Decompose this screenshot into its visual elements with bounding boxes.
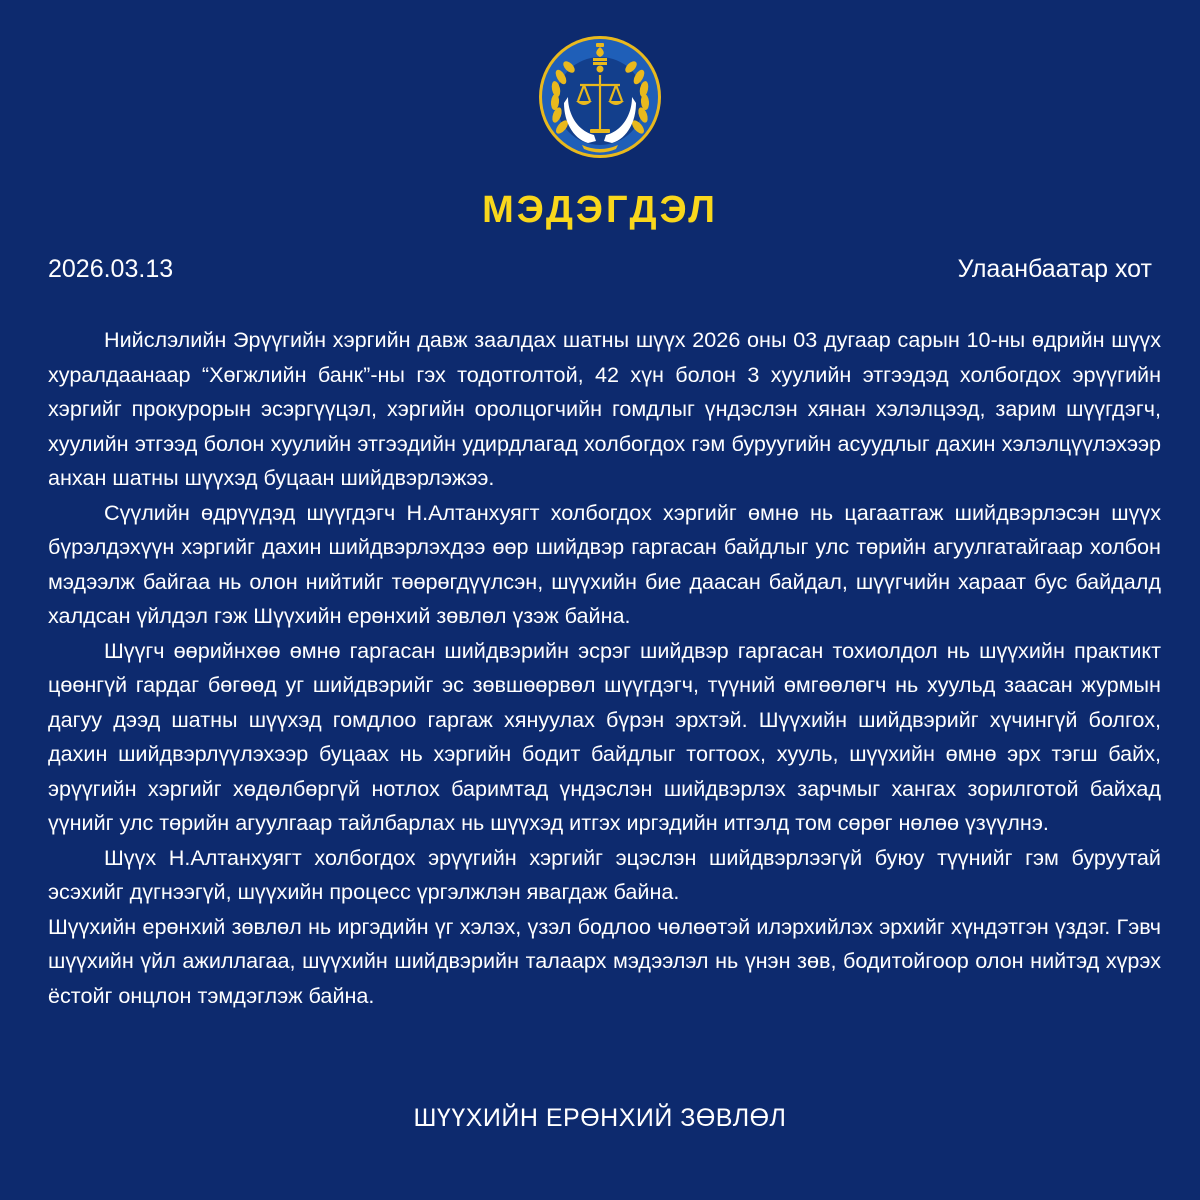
notice-paragraph: Шүүгч өөрийнхөө өмнө гаргасан шийдвэрийн эсрэг шийдвэр гаргасан тохиолдол нь шүүхийн практикт цөөнгүй гардаг бөгөөд уг шийдвэрийг эс зөвшөөрвөл шүүгдэгч, түүний өмгөөлөгч нь хуульд заасан журмын дагуу дээд шатны шүүхэд гомдлоо гаргаж хянуулах бүрэн эрхтэй. Шүүхийн шийдвэрийг хүчингүй болгох, дахин шийдвэрлүүлэхээр буцаах нь хэргийн бодит байдлыг тогтоох, хууль, шүүхийн өмнө эрх тэгш байх, эрүүгийн хэргийг хөдөлбөргүй нотлох баримтад үндэслэн шийдвэрлэх зарчмыг хангах зорилготой байхад үүнийг улс төрийн агуулгаар тайлбарлах нь шүүхэд итгэх иргэдийн итгэлд том сөрөг нөлөө үзүүлнэ. xyxy=(48,637,1161,835)
notice-paragraph: Шүүх Н.Алтанхуягт холбогдох эрүүгийн хэргийг эцэслэн шийдвэрлээгүй буюу түүнийг гэм буруутай эсэхийг дүгнээгүй, шүүхийн процесс үргэлжлэн явагдаж байна. xyxy=(48,844,1161,904)
notice-paragraph: Сүүлийн өдрүүдэд шүүгдэгч Н.Алтанхуягт холбогдох хэргийг өмнө нь цагаатгаж шийдвэрлэсэн шүүх бүрэлдэхүүн хэргийг дахин шийдвэрлэхдээ өөр шийдвэр гаргасан байдлыг улс төрийн агуулгатайгаар холбон мэдээлж байгаа нь олон нийтийг төөрөгдүүлсэн, шүүхийн бие даасан байдал, шүүгчийн хараат бус байдалд халдсан үйлдэл гэж Шүүхийн ерөнхий зөвлөл үзэж байна. xyxy=(48,499,1161,628)
notice-paragraph: Шүүхийн ерөнхий зөвлөл нь иргэдийн үг хэлэх, үзэл бодлоо чөлөөтэй илэрхийлэх эрхийг хүндэтгэн үздэг. Гэвч шүүхийн үйл ажиллагаа, шүүхийн шийдвэрийн талаарх мэдээлэл нь үнэн зөв, бодитойгоор олон нийтэд хүрэх ёстойг онцлон тэмдэглэж байна. xyxy=(48,913,1161,1008)
notice-date: 2026.03.13 xyxy=(48,255,174,283)
court-emblem-icon xyxy=(538,35,662,159)
notice-body xyxy=(48,323,1161,1013)
notice-paragraph: Нийслэлийн Эрүүгийн хэргийн давж заалдах шатны шүүх 2026 оны 03 дугаар сарын 10-ны өдрийн шүүх хуралдаанаар “Хөгжлийн банк”-ны гэх тодотголтой, 42 хүн болон 3 хуулийн этгээдэд холбогдох эрүүгийн хэргийг прокурорын эсэргүүцэл, хэргийн оролцогчийн гомдлыг үндэслэн хянан хэлэлцээд, зарим шүүгдэгч, хуулийн этгээд болон хуулийн этгээдийн удирдлагад холбогдох гэм буруугийн асуудлыг дахин хэлэлцүүлэхээр анхан шатны шүүхэд буцаан шийдвэрлэжээ. xyxy=(48,327,1161,490)
notice-title: МЭДЭГДЭЛ xyxy=(482,189,718,231)
notice-signature: ШҮҮХИЙН ЕРӨНХИЙ ЗӨВЛӨЛ xyxy=(413,1104,787,1132)
notice-place: Улаанбаатар хот xyxy=(957,255,1152,283)
